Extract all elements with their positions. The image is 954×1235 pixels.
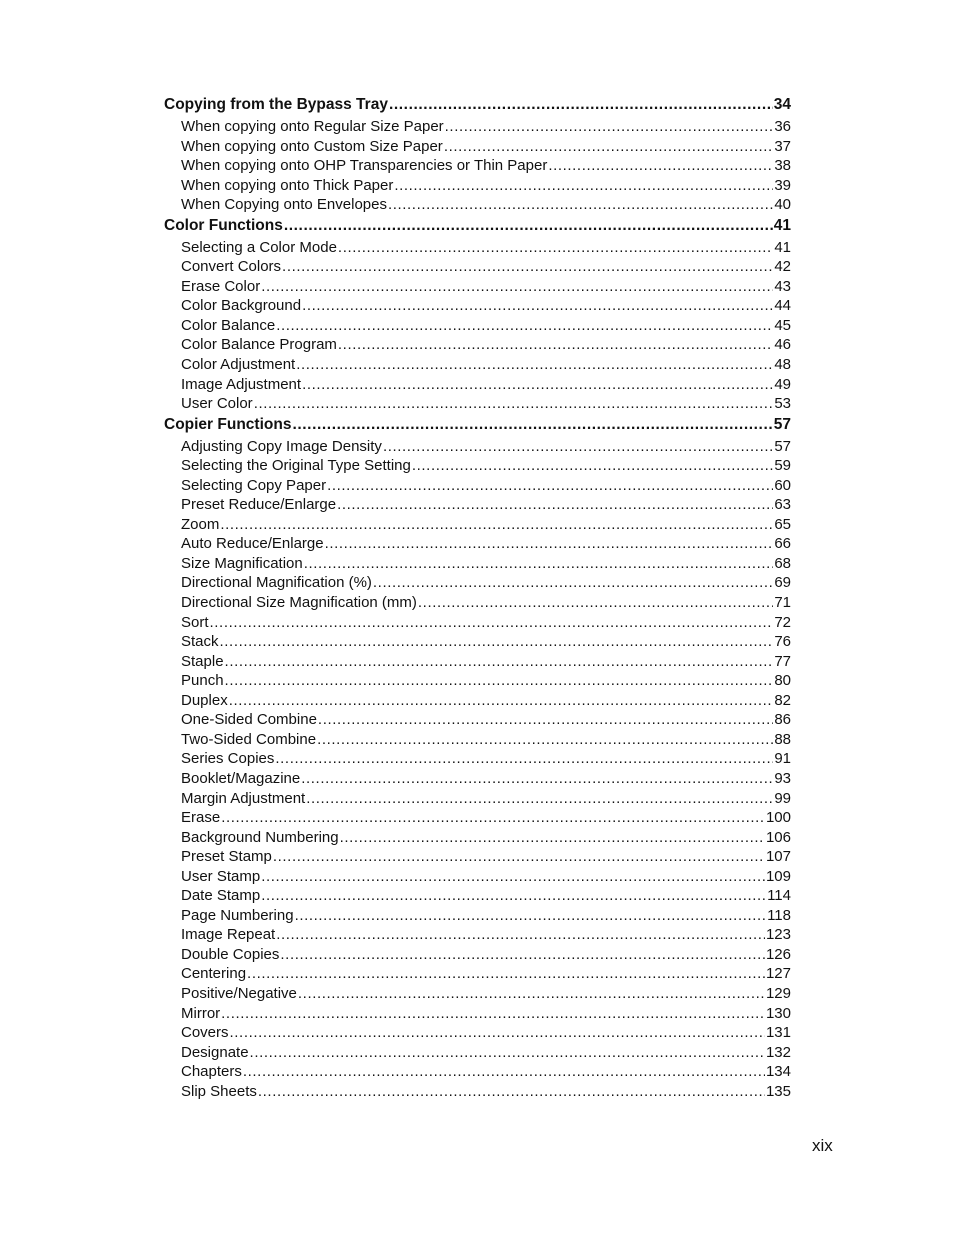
entry-title: Color Balance: [181, 316, 276, 334]
toc-entry[interactable]: [164, 239, 791, 259]
toc-entry[interactable]: [164, 907, 791, 927]
entry-page-number: 86: [774, 711, 791, 729]
toc-section-heading[interactable]: [164, 95, 791, 118]
dot-leader: [225, 653, 774, 670]
dot-leader: [254, 395, 774, 412]
entry-page-number: 118: [767, 906, 791, 924]
toc-entry[interactable]: [164, 438, 791, 458]
toc-entry[interactable]: [164, 157, 791, 177]
toc-entry[interactable]: [164, 692, 791, 712]
entry-title: Chapters: [181, 1063, 242, 1081]
toc-entry[interactable]: [164, 457, 791, 477]
entry-page-number: 99: [774, 789, 791, 807]
entry-title: Image Repeat: [181, 926, 276, 944]
dot-leader: [302, 297, 773, 314]
dot-leader: [276, 926, 765, 943]
dot-leader: [325, 535, 774, 552]
entry-page-number: 107: [765, 848, 791, 866]
dot-leader: [383, 438, 773, 455]
toc-entry[interactable]: [164, 848, 791, 868]
entry-title: Page Numbering: [181, 906, 294, 924]
section-title: Copier Functions: [164, 415, 292, 433]
entry-page-number: 36: [774, 118, 791, 135]
dot-leader: [280, 946, 765, 963]
section-page-number: 57: [773, 415, 791, 433]
entry-page-number: 132: [765, 1043, 791, 1061]
dot-leader: [295, 907, 767, 924]
toc-entry[interactable]: [164, 809, 791, 829]
entry-title: Color Background: [181, 297, 302, 315]
entry-title: One-Sided Combine: [181, 711, 317, 729]
dot-leader: [221, 1005, 765, 1022]
entry-page-number: 59: [774, 457, 791, 475]
dot-leader: [337, 496, 773, 513]
entry-page-number: 44: [774, 297, 791, 315]
entry-page-number: 123: [765, 926, 791, 944]
entry-title: Selecting the Original Type Setting: [181, 457, 411, 475]
entry-page-number: 109: [765, 867, 791, 885]
dot-leader: [298, 985, 765, 1002]
dot-leader: [225, 672, 774, 689]
entry-title: Erase Color: [181, 277, 261, 295]
dot-leader: [261, 887, 766, 904]
dot-leader: [296, 356, 773, 373]
dot-leader: [373, 574, 773, 591]
entry-title: Auto Reduce/Enlarge: [181, 535, 324, 553]
toc-entry[interactable]: [164, 196, 791, 216]
entry-title: Punch: [181, 672, 224, 690]
toc-entry[interactable]: [164, 356, 791, 376]
entry-title: Preset Stamp: [181, 848, 272, 866]
dot-leader: [301, 770, 773, 787]
toc-entry[interactable]: [164, 1083, 791, 1103]
toc-entry[interactable]: [164, 395, 791, 415]
entry-title: Duplex: [181, 691, 228, 709]
toc-entry[interactable]: [164, 376, 791, 396]
section-page-number: 41: [773, 216, 791, 234]
dot-leader: [250, 1044, 765, 1061]
dot-leader: [412, 457, 773, 474]
toc-entry[interactable]: [164, 633, 791, 653]
dot-leader: [220, 633, 774, 650]
entry-title: Positive/Negative: [181, 984, 297, 1002]
toc-entry[interactable]: [164, 926, 791, 946]
dot-leader: [275, 750, 773, 767]
entry-page-number: 129: [765, 984, 791, 1002]
entry-title: Booklet/Magazine: [181, 769, 301, 787]
entry-page-number: 76: [774, 633, 791, 651]
entry-title: Size Magnification: [181, 554, 303, 572]
toc-entry[interactable]: [164, 731, 791, 751]
entry-page-number: 66: [774, 535, 791, 553]
entry-title: Directional Size Magnification (mm): [181, 594, 417, 612]
entry-title: Date Stamp: [181, 887, 261, 905]
entry-title: Centering: [181, 965, 247, 983]
entry-title: When copying onto Regular Size Paper: [181, 118, 444, 135]
entry-title: Directional Magnification (%): [181, 574, 372, 592]
entry-page-number: 60: [774, 476, 791, 494]
dot-leader: [302, 376, 773, 393]
toc-entry[interactable]: [164, 177, 791, 197]
entry-title: Sort: [181, 613, 209, 631]
entry-page-number: 65: [774, 515, 791, 533]
dot-leader: [388, 196, 773, 213]
entry-page-number: 63: [774, 496, 791, 514]
toc-entry[interactable]: [164, 297, 791, 317]
entry-title: Covers: [181, 1024, 229, 1042]
toc-section-heading[interactable]: [164, 216, 791, 239]
entry-page-number: 68: [774, 554, 791, 572]
entry-page-number: 131: [765, 1024, 791, 1042]
entry-page-number: 130: [765, 1004, 791, 1022]
entry-title: Slip Sheets: [181, 1082, 257, 1100]
dot-leader: [282, 258, 773, 275]
toc-entry[interactable]: [164, 829, 791, 849]
entry-title: Selecting Copy Paper: [181, 476, 327, 494]
entry-title: Color Adjustment: [181, 356, 296, 374]
toc-entry[interactable]: [164, 711, 791, 731]
dot-leader: [276, 317, 773, 334]
toc-entry[interactable]: [164, 535, 791, 555]
entry-page-number: 135: [765, 1082, 791, 1100]
entry-page-number: 91: [774, 750, 791, 768]
entry-page-number: 114: [767, 887, 791, 905]
toc-entry[interactable]: [164, 1005, 791, 1025]
toc-entry[interactable]: [164, 594, 791, 614]
entry-title: Adjusting Copy Image Density: [181, 437, 382, 455]
toc-section-heading[interactable]: [164, 415, 791, 438]
toc-entry[interactable]: [164, 965, 791, 985]
entry-title: Margin Adjustment: [181, 789, 306, 807]
entry-page-number: 93: [774, 769, 791, 787]
toc-entry[interactable]: [164, 653, 791, 673]
toc-entry[interactable]: [164, 985, 791, 1005]
entry-title: When copying onto OHP Transparencies or Thin Paper: [181, 157, 548, 175]
toc-entry[interactable]: [164, 496, 791, 516]
entry-page-number: 38: [774, 157, 791, 175]
entry-title: Mirror: [181, 1004, 221, 1022]
dot-leader: [444, 138, 774, 155]
section-title: Copying from the Bypass Tray: [164, 96, 388, 113]
toc-entry[interactable]: [164, 614, 791, 634]
dot-leader: [304, 555, 774, 572]
entry-page-number: 43: [774, 277, 791, 295]
entry-page-number: 42: [774, 258, 791, 276]
toc-entry[interactable]: [164, 118, 791, 138]
toc-entry[interactable]: [164, 887, 791, 907]
entry-title: Convert Colors: [181, 258, 282, 276]
dot-leader: [230, 1024, 765, 1041]
dot-leader: [221, 809, 765, 826]
dot-leader: [445, 118, 774, 135]
entry-title: Image Adjustment: [181, 375, 302, 393]
toc-entry[interactable]: [164, 790, 791, 810]
section-page-number: 34: [773, 96, 791, 113]
dot-leader: [418, 594, 773, 611]
toc-entry[interactable]: [164, 946, 791, 966]
entry-page-number: 48: [774, 356, 791, 374]
dot-leader: [338, 336, 773, 353]
dot-leader: [340, 829, 765, 846]
dot-leader: [318, 711, 773, 728]
entry-page-number: 39: [774, 176, 791, 194]
entry-page-number: 80: [774, 672, 791, 690]
dot-leader: [306, 790, 773, 807]
toc-entry[interactable]: [164, 574, 791, 594]
dot-leader: [261, 868, 765, 885]
entry-page-number: 88: [774, 730, 791, 748]
entry-page-number: 69: [774, 574, 791, 592]
dot-leader: [317, 731, 773, 748]
dot-leader: [261, 278, 773, 295]
entry-page-number: 71: [774, 594, 791, 612]
dot-leader: [229, 692, 774, 709]
entry-page-number: 100: [765, 809, 791, 827]
toc-entry[interactable]: [164, 868, 791, 888]
entry-page-number: 40: [774, 196, 791, 214]
entry-page-number: 126: [765, 945, 791, 963]
entry-title: Series Copies: [181, 750, 275, 768]
toc-entry[interactable]: [164, 258, 791, 278]
dot-leader: [292, 416, 772, 434]
entry-title: Background Numbering: [181, 828, 339, 846]
entry-page-number: 82: [774, 691, 791, 709]
dot-leader: [247, 965, 765, 982]
entry-page-number: 46: [774, 336, 791, 354]
entry-page-number: 49: [774, 375, 791, 393]
section-title: Color Functions: [164, 216, 283, 234]
dot-leader: [389, 96, 773, 114]
entry-page-number: 45: [774, 316, 791, 334]
toc-entry[interactable]: [164, 770, 791, 790]
entry-page-number: 41: [774, 238, 791, 256]
entry-title: Staple: [181, 652, 224, 670]
entry-page-number: 127: [765, 965, 791, 983]
dot-leader: [284, 217, 773, 235]
entry-title: Two-Sided Combine: [181, 730, 317, 748]
entry-title: Double Copies: [181, 945, 280, 963]
toc-entry[interactable]: [164, 750, 791, 770]
toc-entry[interactable]: [164, 672, 791, 692]
dot-leader: [258, 1083, 765, 1100]
toc-entry[interactable]: [164, 138, 791, 158]
page-number: xix: [812, 1136, 833, 1155]
toc-entry[interactable]: [164, 555, 791, 575]
toc-entry[interactable]: [164, 516, 791, 536]
toc-entry[interactable]: [164, 1024, 791, 1044]
dot-leader: [273, 848, 765, 865]
entry-title: Zoom: [181, 515, 220, 533]
toc-entry[interactable]: [164, 1063, 791, 1083]
entry-title: Selecting a Color Mode: [181, 238, 337, 256]
entry-page-number: 72: [774, 613, 791, 631]
entry-title: Color Balance Program: [181, 336, 337, 354]
toc-entry[interactable]: [164, 1044, 791, 1064]
entry-page-number: 53: [774, 395, 791, 413]
toc-entry[interactable]: [164, 278, 791, 298]
entry-page-number: 106: [765, 828, 791, 846]
dot-leader: [220, 516, 773, 533]
entry-title: User Color: [181, 395, 253, 413]
entry-page-number: 37: [774, 137, 791, 155]
entry-title: Stack: [181, 633, 219, 651]
entry-title: User Stamp: [181, 867, 261, 885]
dot-leader: [394, 177, 773, 194]
dot-leader: [548, 157, 773, 174]
entry-title: Designate: [181, 1043, 249, 1061]
table-of-contents: [164, 95, 791, 1102]
entry-page-number: 77: [774, 652, 791, 670]
entry-title: Preset Reduce/Enlarge: [181, 496, 337, 514]
toc-entry[interactable]: [164, 336, 791, 356]
entry-page-number: 57: [774, 437, 791, 455]
entry-title: When copying onto Thick Paper: [181, 176, 394, 194]
entry-title: When Copying onto Envelopes: [181, 196, 387, 214]
entry-title: Erase: [181, 809, 221, 827]
dot-leader: [327, 477, 773, 494]
entry-title: When copying onto Custom Size Paper: [181, 137, 443, 155]
toc-entry[interactable]: [164, 317, 791, 337]
dot-leader: [243, 1063, 765, 1080]
dot-leader: [338, 239, 773, 256]
entry-page-number: 134: [765, 1063, 791, 1081]
toc-entry[interactable]: [164, 477, 791, 497]
dot-leader: [210, 614, 774, 631]
